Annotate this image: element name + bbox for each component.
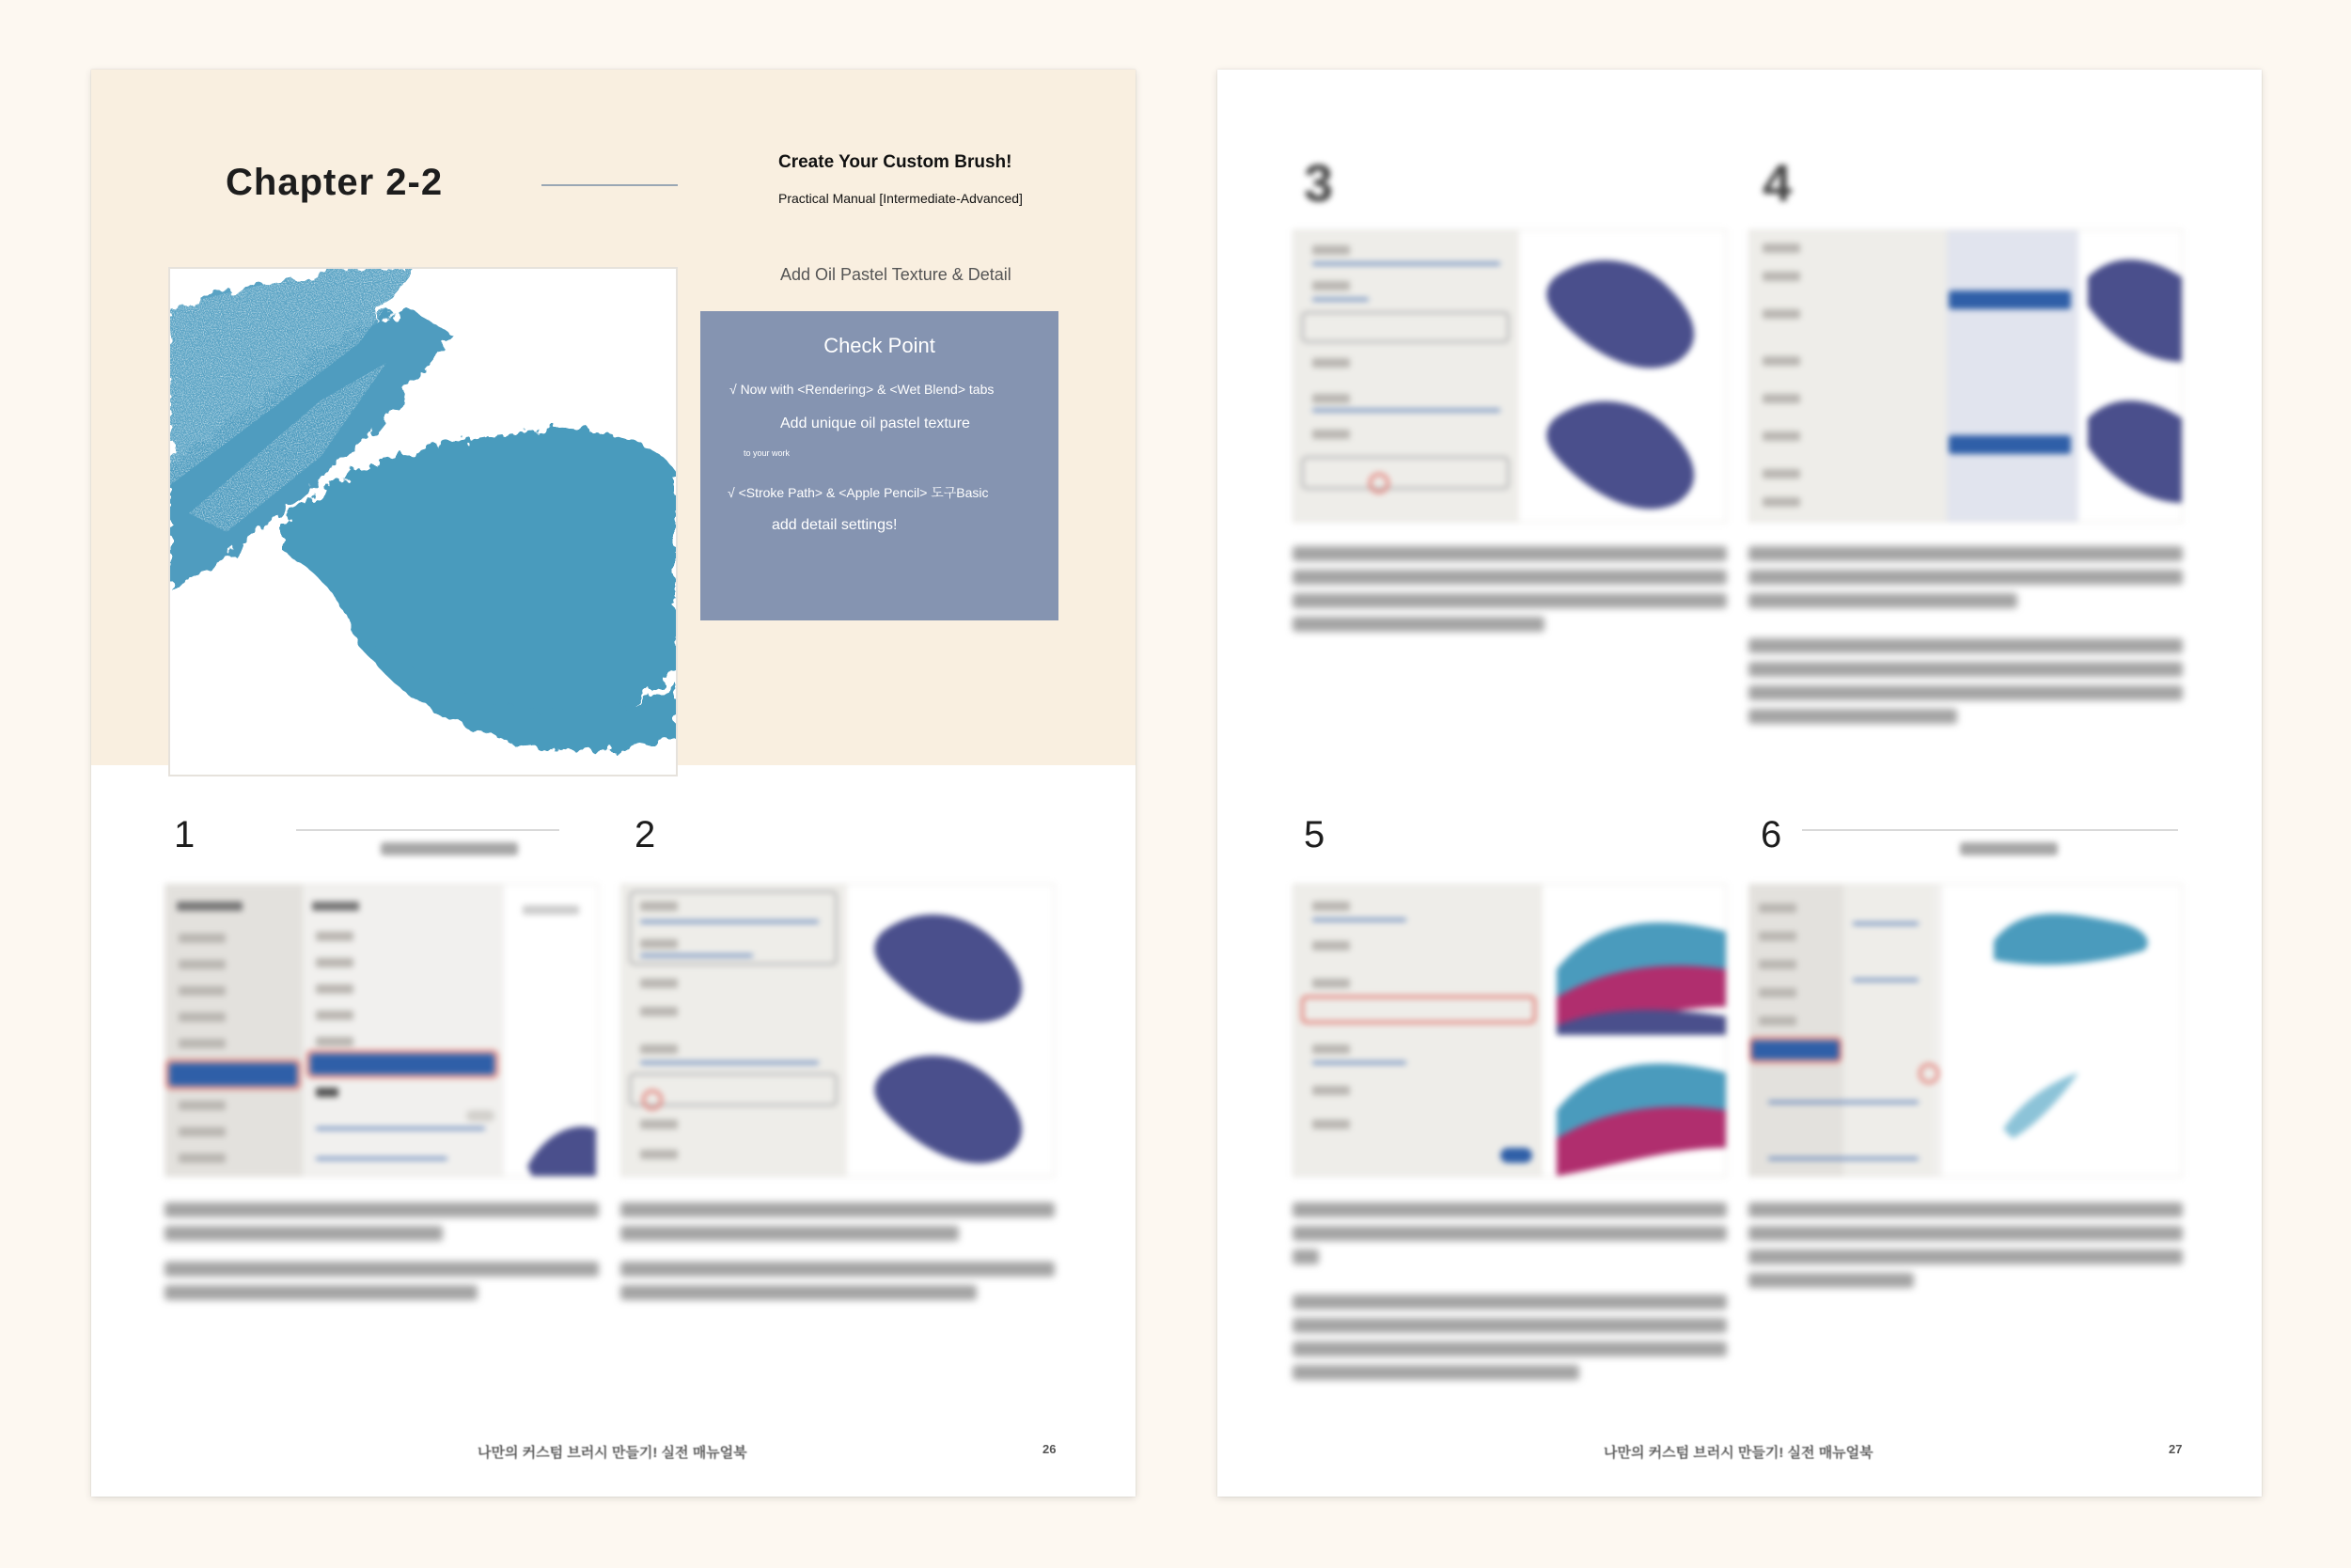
step-2-screenshot [620, 884, 1055, 1177]
step-number-1: 1 [174, 814, 196, 855]
brush-stroke-previews [1536, 240, 1715, 512]
book-title: Create Your Custom Brush! [778, 152, 1012, 172]
page-number: 27 [2169, 1442, 2183, 1456]
title-divider [541, 184, 678, 186]
checkpoint-box [700, 311, 1058, 620]
step-6-heading [1960, 842, 2058, 855]
right-page [1217, 70, 2262, 1497]
step-5-description [1293, 1194, 1727, 1388]
wet-blend-stroke-previews [1547, 894, 1726, 1176]
footer-book-title: 나만의 커스텀 브러시 만들기! 실전 매뉴얼북 [478, 1445, 747, 1461]
page-number: 26 [1042, 1442, 1057, 1456]
oil-pastel-stroke-illustration [170, 269, 676, 775]
checkpoint-line-5: add detail settings! [772, 517, 898, 533]
step-number-5: 5 [1304, 814, 1325, 855]
chapter-title: Chapter 2-2 [226, 162, 444, 203]
step-1-description [165, 1194, 599, 1309]
checkpoint-line-3: to your work [744, 448, 791, 458]
step-6-description [1748, 1194, 2183, 1296]
left-page [91, 70, 1136, 1497]
book-subtitle: Practical Manual [Intermediate-Advanced] [778, 191, 1023, 206]
step-5-screenshot [1293, 884, 1727, 1177]
brush-stroke-previews [2078, 240, 2183, 512]
step-2-description [620, 1194, 1055, 1309]
step-number-3: 3 [1304, 153, 1334, 212]
brush-preview-thumbnail [523, 1110, 598, 1177]
step-1-heading-rule [296, 829, 559, 831]
brush-stroke-previews [864, 894, 1042, 1167]
step-number-6: 6 [1761, 814, 1782, 855]
wet-mix-stroke-previews [1984, 894, 2172, 1167]
step-6-screenshot [1748, 884, 2183, 1177]
checkpoint-line-1: √ Now with <Rendering> & <Wet Blend> tabs [729, 382, 995, 397]
step-1-screenshot [165, 884, 599, 1177]
section-label: Add Oil Pastel Texture & Detail [780, 265, 1011, 284]
checkpoint-line-2: Add unique oil pastel texture [780, 416, 970, 431]
step-number-4: 4 [1763, 153, 1793, 212]
step-4-screenshot [1748, 229, 2183, 523]
step-1-heading [381, 842, 518, 855]
step-6-heading-rule [1802, 829, 2178, 831]
step-number-2: 2 [635, 814, 656, 855]
footer-book-title: 나만의 커스텀 브러시 만들기! 실전 매뉴얼북 [1604, 1445, 1873, 1461]
step-3-screenshot [1293, 229, 1727, 523]
checkpoint-title: Check Point [823, 334, 935, 357]
checkpoint-line-4: √ <Stroke Path> & <Apple Pencil> 도구Basic [728, 485, 989, 500]
step-3-description [1293, 538, 1727, 640]
step-4-description [1748, 538, 2183, 732]
hero-brush-image [168, 267, 678, 776]
